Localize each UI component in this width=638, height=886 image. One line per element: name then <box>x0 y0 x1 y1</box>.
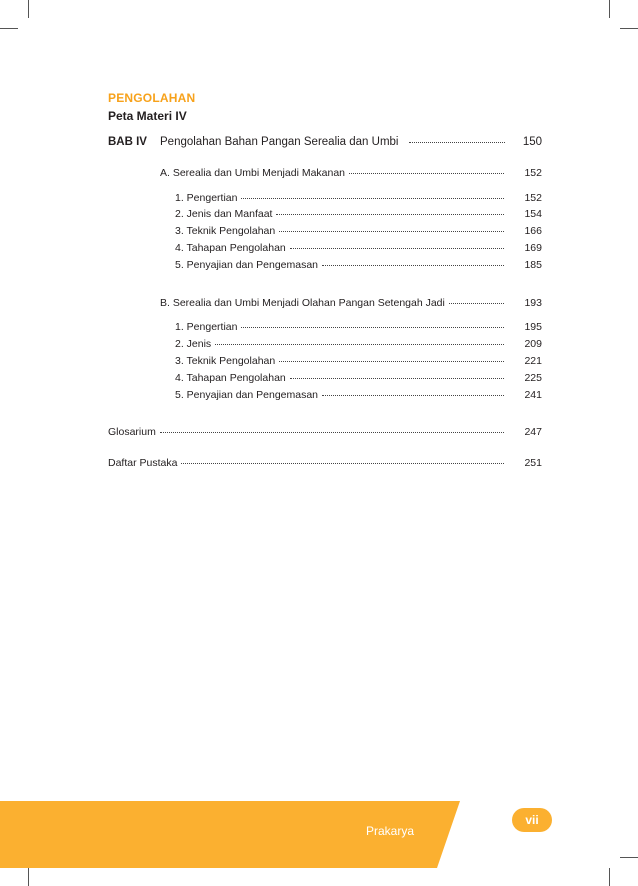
toc-item[interactable] <box>175 355 542 367</box>
part-a-page: 152 <box>524 167 542 179</box>
glossary-title: Glosarium <box>108 426 156 438</box>
toc-item[interactable] <box>175 225 542 237</box>
footer-subject: Prakarya <box>366 824 415 838</box>
toc-chapter[interactable] <box>108 136 542 148</box>
bibliography-page: 251 <box>524 457 542 469</box>
item-title: 1. Pengertian <box>175 192 238 204</box>
dot-leader <box>279 361 504 362</box>
item-page: 154 <box>524 208 542 220</box>
crop-mark <box>28 868 29 886</box>
item-page: 152 <box>524 192 542 204</box>
part-b-page: 193 <box>524 297 542 309</box>
toc-item[interactable] <box>175 389 542 401</box>
dot-leader <box>279 231 504 232</box>
dot-leader <box>322 395 504 396</box>
dot-leader <box>409 142 505 143</box>
page-number-badge: vii <box>512 808 552 832</box>
dot-leader <box>241 327 504 328</box>
item-title: 4. Tahapan Pengolahan <box>175 372 286 384</box>
toc-item[interactable] <box>175 242 542 254</box>
dot-leader <box>290 248 504 249</box>
crop-mark <box>609 868 610 886</box>
item-title: 2. Jenis dan Manfaat <box>175 208 273 220</box>
item-page: 169 <box>524 242 542 254</box>
item-title: 3. Teknik Pengolahan <box>175 355 276 367</box>
toc-part-b[interactable] <box>160 297 542 309</box>
part-a-title: A. Serealia dan Umbi Menjadi Makanan <box>160 167 346 179</box>
chapter-label: BAB IV <box>108 136 147 148</box>
crop-mark <box>620 857 638 858</box>
toc-item[interactable] <box>175 338 542 350</box>
bibliography-title: Daftar Pustaka <box>108 457 178 469</box>
item-title: 5. Penyajian dan Pengemasan <box>175 259 319 271</box>
item-title: 1. Pengertian <box>175 321 238 333</box>
section-label: PENGOLAHAN <box>108 91 196 105</box>
item-page: 241 <box>524 389 542 401</box>
dot-leader <box>322 265 504 266</box>
toc-bibliography[interactable] <box>108 457 542 469</box>
dot-leader <box>215 344 504 345</box>
crop-mark <box>0 28 18 29</box>
toc-item[interactable] <box>175 372 542 384</box>
crop-mark <box>28 0 29 18</box>
map-title: Peta Materi IV <box>108 109 187 123</box>
item-page: 166 <box>524 225 542 237</box>
glossary-page: 247 <box>524 426 542 438</box>
dot-leader <box>276 214 504 215</box>
item-title: 4. Tahapan Pengolahan <box>175 242 286 254</box>
item-page: 209 <box>524 338 542 350</box>
part-b-title: B. Serealia dan Umbi Menjadi Olahan Pangan Setengah Jadi <box>160 297 445 309</box>
item-title: 3. Teknik Pengolahan <box>175 225 276 237</box>
item-title: 2. Jenis <box>175 338 212 350</box>
toc-item[interactable] <box>175 192 542 204</box>
item-page: 185 <box>524 259 542 271</box>
toc-item[interactable] <box>175 208 542 220</box>
dot-leader <box>160 432 504 433</box>
crop-mark <box>620 28 638 29</box>
dot-leader <box>290 378 504 379</box>
item-page: 221 <box>524 355 542 367</box>
dot-leader <box>349 173 504 174</box>
item-page: 195 <box>524 321 542 333</box>
toc-item[interactable] <box>175 259 542 271</box>
toc-part-a[interactable] <box>160 167 542 179</box>
toc-glossary[interactable] <box>108 426 542 438</box>
dot-leader <box>241 198 504 199</box>
crop-mark <box>609 0 610 18</box>
item-page: 225 <box>524 372 542 384</box>
chapter-title: Pengolahan Bahan Pangan Serealia dan Umbi <box>160 136 399 148</box>
dot-leader <box>449 303 504 304</box>
toc-item[interactable] <box>175 321 542 333</box>
chapter-page: 150 <box>522 136 542 148</box>
item-title: 5. Penyajian dan Pengemasan <box>175 389 319 401</box>
dot-leader <box>181 463 504 464</box>
